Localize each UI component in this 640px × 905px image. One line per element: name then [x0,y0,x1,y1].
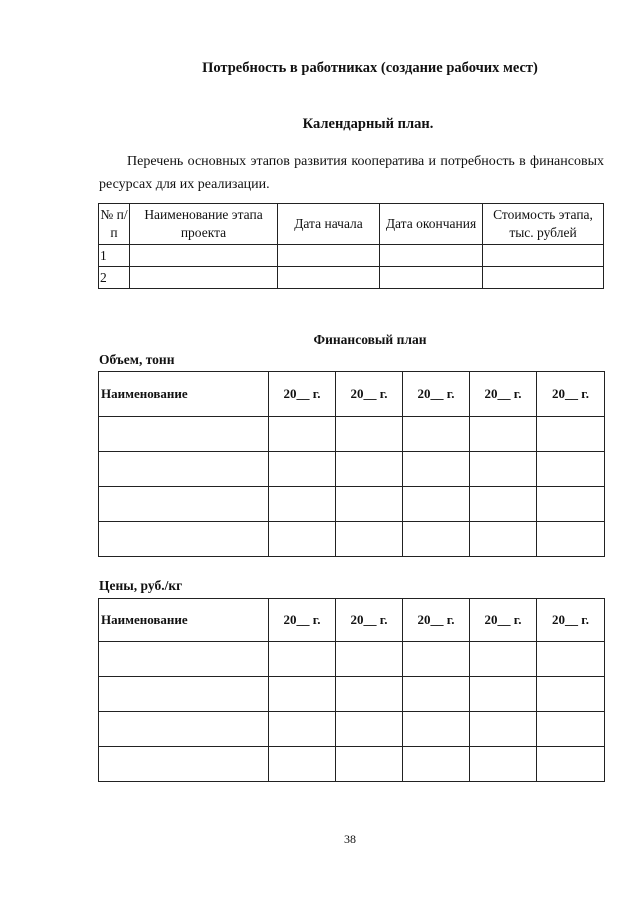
table-cell [537,417,605,452]
table-cell [537,487,605,522]
prices-label: Цены, руб./кг [99,578,183,593]
table-header-row [99,599,605,642]
table-row [99,677,605,712]
table-cell [403,677,470,712]
table-cell [99,417,269,452]
table-cell [336,642,403,677]
table-cell [470,452,537,487]
table-cell [470,487,537,522]
table-cell [278,267,380,289]
table-row [99,452,605,487]
header-name: Наименование [99,372,269,417]
row-number: 1 [99,245,130,267]
table-cell [336,747,403,782]
table-cell [99,677,269,712]
header-start-date: Дата начала [278,204,380,245]
table-cell [470,712,537,747]
table-row [99,712,605,747]
table-cell [336,677,403,712]
table-cell [269,487,336,522]
calendar-plan-table [98,203,604,289]
financial-plan-title: Финансовый план [313,332,427,347]
table-cell [269,712,336,747]
header-year: 20__ г. [470,372,537,417]
table-cell [403,642,470,677]
header-year: 20__ г. [269,599,336,642]
table-cell [470,642,537,677]
table-cell [269,522,336,557]
table-row [99,747,605,782]
table-cell [269,417,336,452]
table-cell [336,417,403,452]
table-cell [380,267,483,289]
table-cell [99,747,269,782]
table-cell [403,522,470,557]
table-cell [130,267,278,289]
header-year: 20__ г. [537,599,605,642]
table-cell [99,712,269,747]
table-header-row [99,372,605,417]
header-stage-cost: Стоимость этапа, тыс. рублей [483,204,604,245]
table-cell [537,522,605,557]
table-cell [269,452,336,487]
header-year: 20__ г. [336,372,403,417]
table-row [99,267,604,289]
table-row [99,487,605,522]
prices-table [98,598,605,782]
header-year: 20__ г. [269,372,336,417]
table-header-row [99,204,604,245]
volume-table [98,371,605,557]
table-cell [483,267,604,289]
header-name: Наименование [99,599,269,642]
calendar-intro-paragraph: Перечень основных этапов развития кооператива и потребность в финансовых ресурсах для их реализации. [99,154,604,192]
table-cell [537,712,605,747]
table-cell [537,642,605,677]
section-heading: Потребность в работниках (создание рабочих мест) [202,60,538,76]
volume-label: Объем, тонн [99,352,175,367]
table-cell [537,452,605,487]
table-cell [403,712,470,747]
table-cell [269,677,336,712]
table-cell [380,245,483,267]
table-cell [403,417,470,452]
header-end-date: Дата окончания [380,204,483,245]
table-row [99,245,604,267]
table-cell [278,245,380,267]
table-cell [269,747,336,782]
table-cell [537,677,605,712]
table-cell [130,245,278,267]
table-cell [470,747,537,782]
table-cell [470,522,537,557]
table-cell [269,642,336,677]
header-year: 20__ г. [470,599,537,642]
table-cell [99,487,269,522]
table-cell [99,522,269,557]
table-cell [403,747,470,782]
page-number: 38 [344,832,356,846]
header-stage-name: Наименование этапа проекта [130,204,278,245]
header-year: 20__ г. [537,372,605,417]
table-cell [403,452,470,487]
table-row [99,522,605,557]
row-number: 2 [99,267,130,289]
table-cell [537,747,605,782]
table-cell [470,677,537,712]
table-cell [336,522,403,557]
table-cell [99,642,269,677]
table-cell [336,452,403,487]
table-row [99,417,605,452]
table-cell [470,417,537,452]
header-year: 20__ г. [336,599,403,642]
table-cell [336,487,403,522]
header-number: № п/п [99,204,130,245]
table-cell [403,487,470,522]
table-row [99,642,605,677]
table-cell [483,245,604,267]
table-cell [99,452,269,487]
calendar-plan-title: Календарный план. [302,116,434,132]
table-cell [336,712,403,747]
header-year: 20__ г. [403,372,470,417]
header-year: 20__ г. [403,599,470,642]
